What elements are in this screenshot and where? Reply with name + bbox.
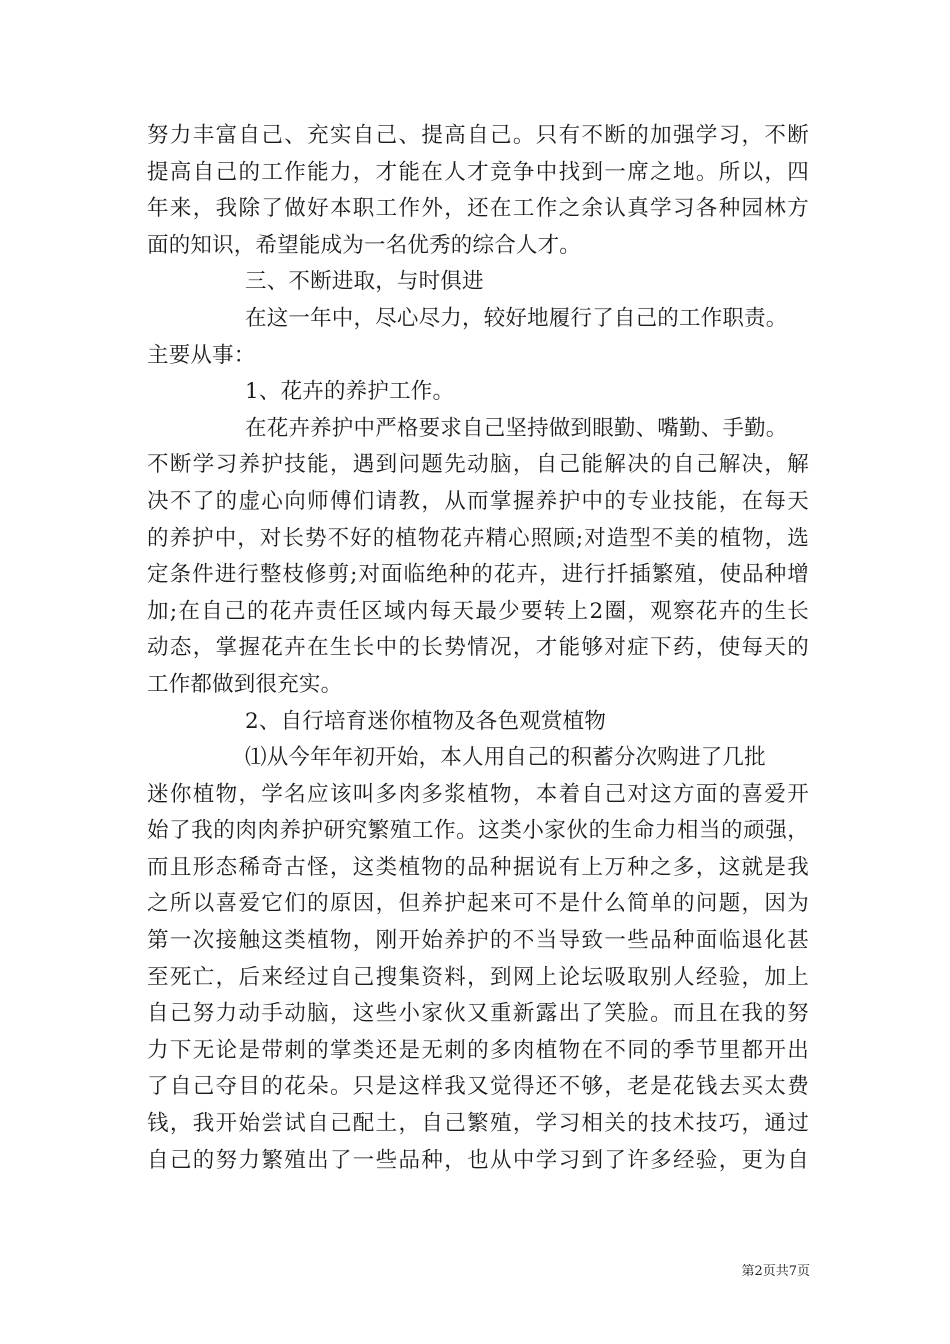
text-line: 主要从事： xyxy=(147,342,256,368)
text-line: 自己的努力繁殖出了一些品种，也从中学习到了许多经验，更为自 xyxy=(147,1147,809,1173)
text-line: 努力丰富自己、充实自己、提高自己。只有不断的加强学习，不断 xyxy=(147,123,809,148)
text-line: 年来，我除了做好本职工作外，还在工作之余认真学习各种园林方 xyxy=(147,196,809,222)
document-body xyxy=(147,118,809,1179)
text-line: 之所以喜爱它们的原因，但养护起来可不是什么简单的问题，因为 xyxy=(147,891,809,917)
text-line: 第一次接触这类植物，刚开始养护的不当导致一些品种面临退化甚 xyxy=(147,928,809,954)
text-line: 不断学习养护技能，遇到问题先动脑，自己能解决的自己解决，解 xyxy=(147,452,809,478)
text-line: 提高自己的工作能力，才能在人才竞争中找到一席之地。所以，四 xyxy=(147,159,809,185)
text-line: 2、自行培育迷你植物及各色观赏植物 xyxy=(245,708,607,734)
text-line: 决不了的虚心向师傅们请教，从而掌握养护中的专业技能，在每天 xyxy=(147,488,809,514)
text-line: 迷你植物，学名应该叫多肉多浆植物，本着自己对这方面的喜爱开 xyxy=(147,781,809,807)
text-line: 了自己夺目的花朵。只是这样我又觉得还不够，老是花钱去买太费 xyxy=(147,1074,809,1100)
text-line: 钱，我开始尝试自己配土，自己繁殖，学习相关的技术技巧，通过 xyxy=(147,1111,809,1137)
page-number-footer: 第2页共7页 xyxy=(741,1264,810,1279)
text-line: ⑴从今年年初开始，本人用自己的积蓄分次购进了几批 xyxy=(245,745,766,771)
text-line: 加;在自己的花卉责任区域内每天最少要转上2圈，观察花卉的生长 xyxy=(147,598,809,624)
text-line: 面的知识，希望能成为一名优秀的综合人才。 xyxy=(147,232,582,258)
text-line: 三、不断进取，与时俱进 xyxy=(245,269,484,295)
text-line: 定条件进行整枝修剪;对面临绝种的花卉，进行扦插繁殖，使品种增 xyxy=(147,562,809,588)
text-line: 而且形态稀奇古怪，这类植物的品种据说有上万种之多，这就是我 xyxy=(147,854,809,880)
text-line: 工作都做到很充实。 xyxy=(147,671,343,697)
text-line: 自己努力动手动脑，这些小家伙又重新露出了笑脸。而且在我的努 xyxy=(147,1001,809,1027)
text-line: 的养护中，对长势不好的植物花卉精心照顾;对造型不美的植物，选 xyxy=(147,525,809,551)
text-line: 在这一年中，尽心尽力，较好地履行了自己的工作职责。 xyxy=(245,305,788,331)
text-line: 至死亡，后来经过自己搜集资料，到网上论坛吸取别人经验，加上 xyxy=(147,964,809,990)
text-line: 1、花卉的养护工作。 xyxy=(245,379,455,405)
text-line: 始了我的肉肉养护研究繁殖工作。这类小家伙的生命力相当的顽强， xyxy=(147,818,809,844)
text-line: 动态，掌握花卉在生长中的长势情况，才能够对症下药，使每天的 xyxy=(147,635,809,661)
text-line: 力下无论是带刺的掌类还是无刺的多肉植物在不同的季节里都开出 xyxy=(147,1037,809,1063)
text-line: 在花卉养护中严格要求自己坚持做到眼勤、嘴勤、手勤。 xyxy=(245,415,788,441)
